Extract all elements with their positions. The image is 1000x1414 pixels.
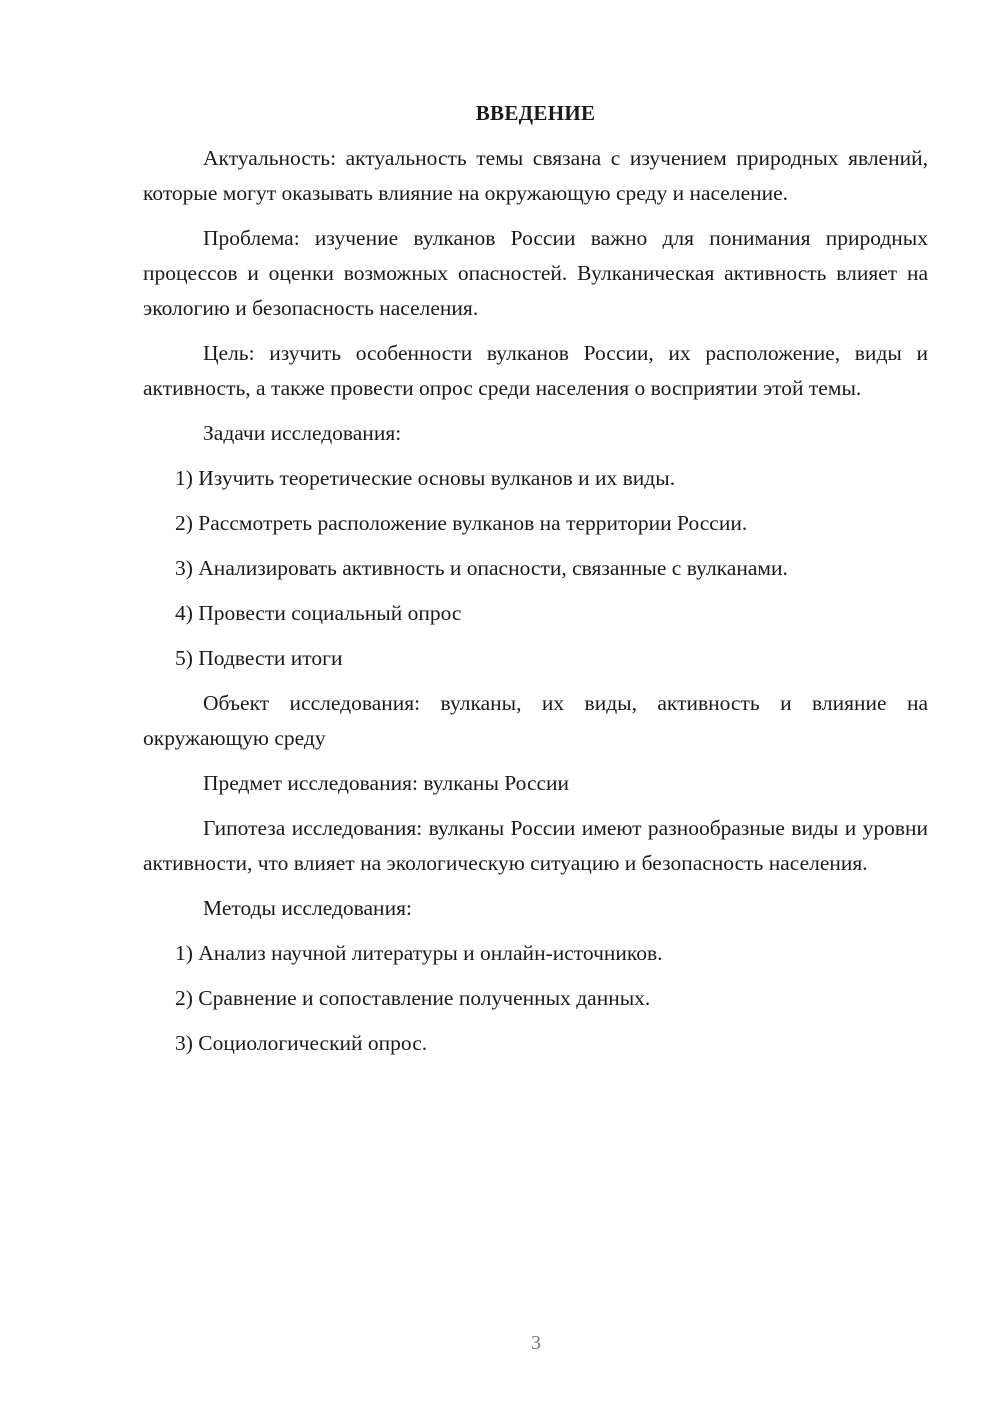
task-item: 4) Провести социальный опрос: [175, 601, 462, 625]
task-item: 2) Рассмотреть расположение вулканов на территории России.: [175, 511, 748, 535]
relevance-paragraph: Актуальность: актуальность темы связана с изучением природных явлений, которые могут оказывать влияние на окружающую среду и население.: [143, 146, 928, 205]
object-paragraph: Объект исследования: вулканы, их виды, активность и влияние на окружающую среду: [143, 691, 928, 750]
methods-heading: Методы исследования:: [203, 896, 412, 920]
tasks-heading: Задачи исследования:: [203, 421, 402, 445]
goal-paragraph: Цель: изучить особенности вулканов России, их расположение, виды и активность, а также провести опрос среди населения о восприятии этой темы.: [143, 341, 928, 400]
page-number: 3: [531, 1332, 541, 1354]
page-title: ВВЕДЕНИЕ: [475, 101, 596, 125]
page-content: [143, 96, 928, 1071]
method-item: 2) Сравнение и сопоставление полученных данных.: [175, 986, 651, 1010]
task-item: 3) Анализировать активность и опасности, связанные с вулканами.: [175, 556, 788, 580]
hypothesis-paragraph: Гипотеза исследования: вулканы России имеют разнообразные виды и уровни активности, что влияет на экологическую ситуацию и безопасность населения.: [143, 816, 928, 875]
subject-paragraph: Предмет исследования: вулканы России: [203, 771, 570, 795]
problem-paragraph: Проблема: изучение вулканов России важно для понимания природных процессов и оценки возможных опасностей. Вулканическая активность влияет на экологию и безопасность населения.: [143, 226, 928, 320]
task-item: 1) Изучить теоретические основы вулканов и их виды.: [175, 466, 676, 490]
task-item: 5) Подвести итоги: [175, 646, 343, 670]
method-item: 1) Анализ научной литературы и онлайн-источников.: [175, 941, 663, 965]
method-item: 3) Социологический опрос.: [175, 1031, 428, 1055]
